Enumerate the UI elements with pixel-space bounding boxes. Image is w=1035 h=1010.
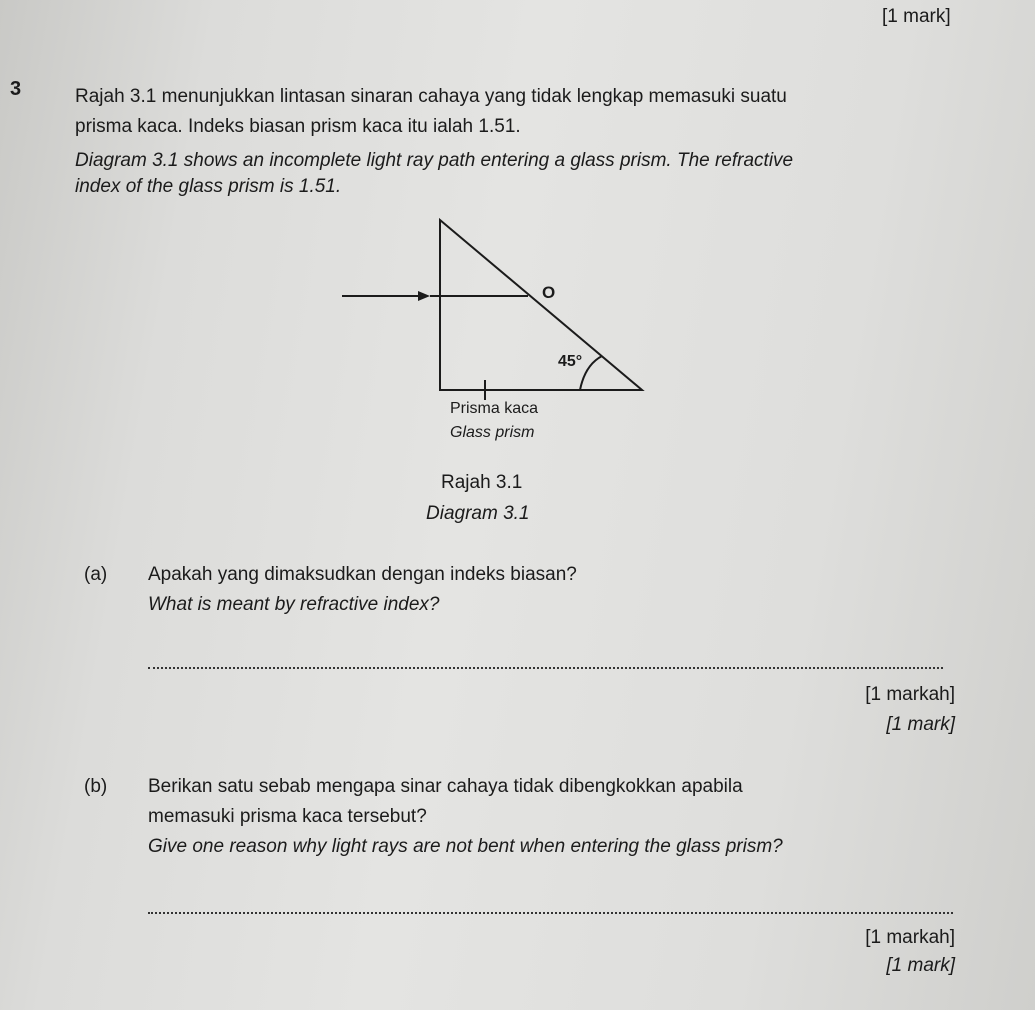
part-a-answer-line[interactable] bbox=[148, 667, 943, 669]
intro-english-line1: Diagram 3.1 shows an incomplete light ray path entering a glass prism. The refractive bbox=[75, 150, 794, 171]
intro-english-line2: index of the glass prism is 1.51. bbox=[75, 176, 342, 197]
prism-diagram bbox=[330, 210, 660, 410]
part-a-question-malay: Apakah yang dimaksudkan dengan indeks biasan? bbox=[148, 564, 577, 585]
point-o-label: O bbox=[542, 283, 556, 302]
ray-arrowhead bbox=[418, 291, 430, 301]
diagram-caption-english: Diagram 3.1 bbox=[426, 503, 530, 524]
part-b-label: (b) bbox=[84, 776, 108, 797]
diagram-caption-malay: Rajah 3.1 bbox=[441, 472, 523, 493]
part-b-question-malay-line2: memasuki prisma kaca tersebut? bbox=[148, 806, 427, 827]
prism-label-malay: Prisma kaca bbox=[450, 400, 539, 417]
part-b-answer-line[interactable] bbox=[148, 912, 953, 914]
prism-outline bbox=[440, 220, 642, 390]
part-a-label: (a) bbox=[84, 564, 108, 585]
prism-label-english: Glass prism bbox=[450, 424, 535, 441]
part-a-mark-english: [1 mark] bbox=[886, 714, 955, 735]
question-number: 3 bbox=[10, 78, 22, 100]
part-a-question-english: What is meant by refractive index? bbox=[148, 594, 440, 615]
part-b-mark-malay: [1 markah] bbox=[865, 927, 955, 948]
part-a-mark-malay: [1 markah] bbox=[865, 684, 955, 705]
part-b-question-english: Give one reason why light rays are not bent when entering the glass prism? bbox=[148, 836, 783, 857]
intro-malay-line1: Rajah 3.1 menunjukkan lintasan sinaran cahaya yang tidak lengkap memasuki suatu bbox=[75, 86, 787, 107]
part-b-question-malay-line1: Berikan satu sebab mengapa sinar cahaya tidak dibengkokkan apabila bbox=[148, 776, 743, 797]
part-b-mark-english: [1 mark] bbox=[886, 955, 955, 976]
angle-arc bbox=[580, 356, 602, 390]
header-mark: [1 mark] bbox=[882, 6, 951, 27]
angle-label: 45° bbox=[558, 353, 583, 370]
intro-malay-line2: prisma kaca. Indeks biasan prism kaca itu ialah 1.51. bbox=[75, 116, 521, 137]
